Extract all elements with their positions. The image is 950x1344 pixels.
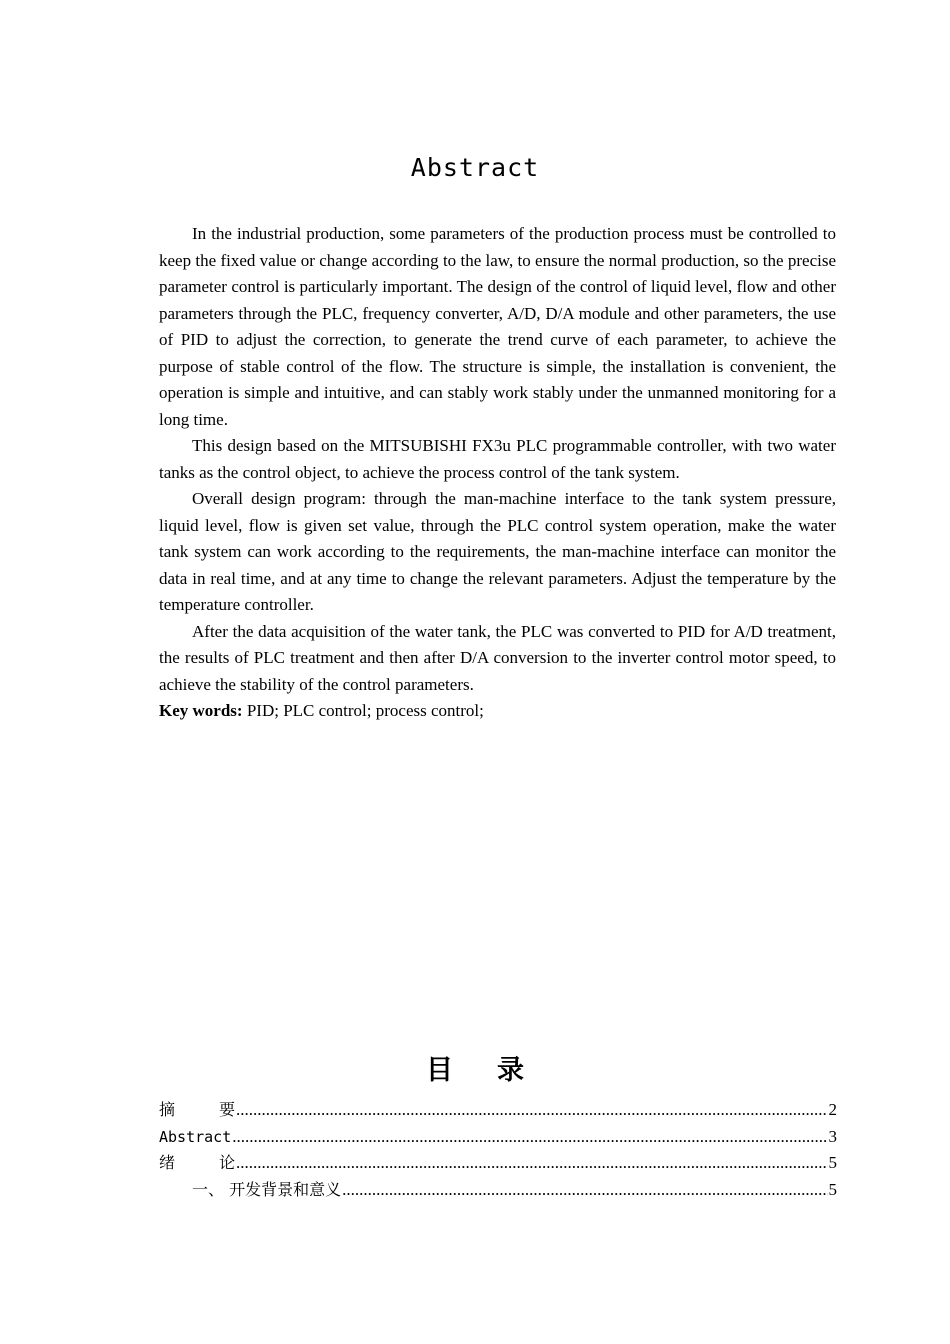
- toc-leader-dots: [342, 1177, 827, 1204]
- toc-page-number: 5: [828, 1180, 837, 1200]
- toc-entry-background[interactable]: [159, 1177, 837, 1204]
- abstract-paragraph: This design based on the MITSUBISHI FX3u PLC programmable controller, with two water tanks as the control object, to achieve the process control of the tank system.: [159, 436, 836, 482]
- keywords-line: [159, 698, 836, 725]
- toc-label-char: 要: [218, 1100, 235, 1119]
- toc-leader-dots: [232, 1124, 827, 1151]
- abstract-paragraph: In the industrial production, some parameters of the production process must be controlled to keep the fixed value or change according to the law, to ensure the normal production, so the precise parameter control is particularly important. The design of the control of liquid level, flow and other parameters through the PLC, frequency converter, A/D, D/A module and other parameters, the use of PID to adjust the correction, to generate the trend curve of each parameter, to achieve the purpose of stable control of the flow. The structure is simple, the installation is convenient, the operation is simple and intuitive, and can stably work stably under the unmanned monitoring for a long time.: [159, 224, 836, 429]
- toc-entry-label: [159, 1097, 235, 1124]
- toc-leader-dots: [236, 1097, 828, 1124]
- keywords-text: PID; PLC control; process control;: [242, 701, 484, 720]
- toc-entry-label: 一、 开发背景和意义: [192, 1180, 342, 1200]
- abstract-paragraph: Overall design program: through the man-machine interface to the tank system pressure, liquid level, flow is given set value, through the PLC control system operation, make the water tank system can work according to the requirements, the man-machine interface can monitor the data in real time, and at any time to change the relevant parameters. Adjust the temperature by the temperature controller.: [159, 489, 836, 614]
- toc-entry-label: Abstract: [159, 1127, 232, 1146]
- toc-page-number: 2: [828, 1100, 837, 1119]
- toc-title-char: 录: [497, 1055, 524, 1086]
- toc-entry-introduction[interactable]: [159, 1150, 837, 1177]
- toc-leader-dots: [236, 1150, 828, 1177]
- toc-label-char: 论: [218, 1153, 235, 1173]
- toc-entry-abstract-cn[interactable]: [159, 1097, 837, 1124]
- table-of-contents: [159, 1097, 837, 1204]
- abstract-title: Abstract: [410, 153, 540, 182]
- toc-title-char: 目: [426, 1055, 453, 1086]
- toc-entry-label: [159, 1150, 235, 1177]
- keywords-label: Key words:: [159, 701, 243, 720]
- toc-label-char: 绪: [159, 1153, 176, 1173]
- toc-title: [0, 1053, 950, 1089]
- toc-page-number: 5: [828, 1153, 837, 1173]
- toc-entry-abstract[interactable]: [159, 1124, 837, 1151]
- toc-page-number: 3: [828, 1126, 837, 1146]
- abstract-body: [159, 221, 836, 725]
- toc-label-char: 摘: [159, 1100, 176, 1119]
- abstract-paragraph: After the data acquisition of the water tank, the PLC was converted to PID for A/D treatment, the results of PLC treatment and then after D/A conversion to the inverter control motor speed, to achieve the stability of the control parameters.: [159, 621, 836, 694]
